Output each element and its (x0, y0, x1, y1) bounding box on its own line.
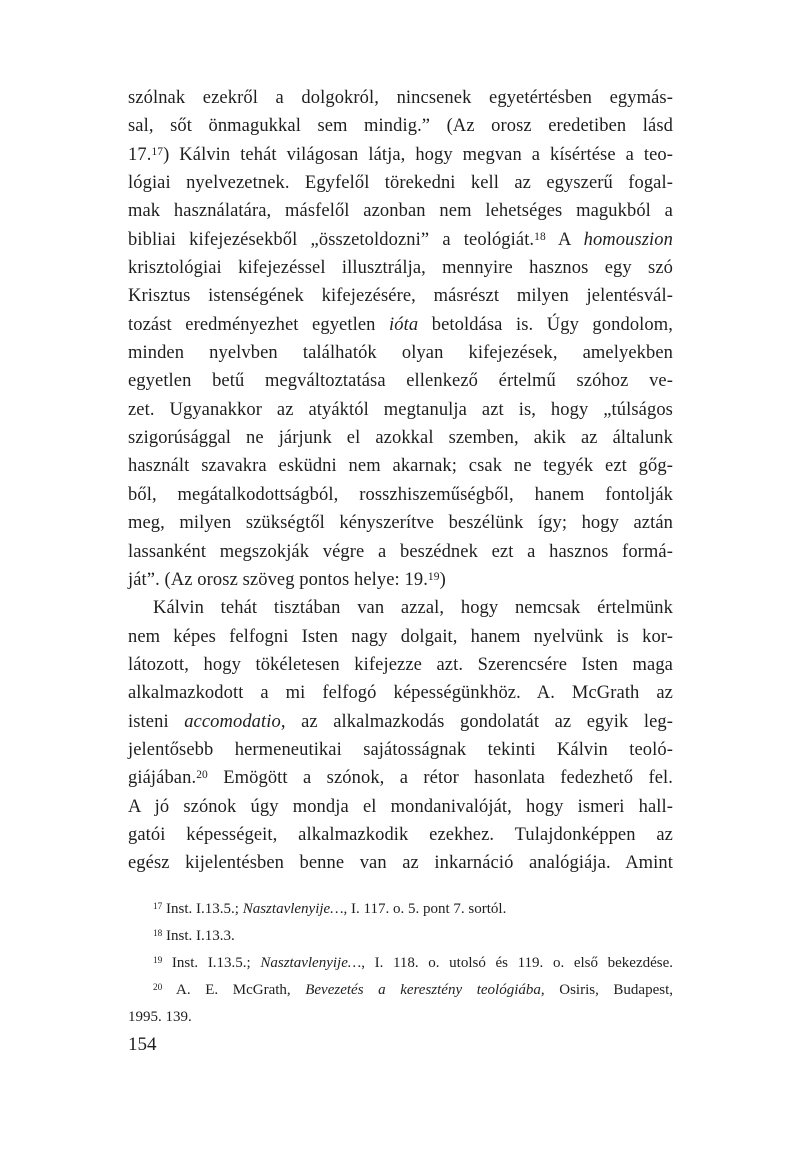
text-line: tozást eredményezhet egyetlen ióta betoldása is. Úgy gondolom, (128, 314, 673, 335)
text-line: nem képes felfogni Isten nagy dolgait, hanem nyelvünk is kor- (128, 626, 673, 647)
text-line: zet. Ugyanakkor az atyáktól megtanulja azt is, hogy „túlságos (128, 399, 673, 420)
footnote-marker: 20 (196, 769, 208, 782)
footnote-marker: 18 (153, 928, 163, 939)
footnote-marker: 18 (534, 230, 546, 243)
text-line: sal, sőt önmagukkal sem mindig.” (Az orosz eredetiben lásd (128, 116, 673, 137)
text-line: lassanként megszokják végre a beszédnek ezt a hasznos formá- (128, 541, 673, 562)
text-line: meg, milyen szükségtől kényszerítve beszélünk így; hogy aztán (128, 513, 673, 534)
footnote-marker: 20 (153, 982, 163, 993)
footnote-marker: 17 (151, 145, 164, 158)
footnote-line: $^{17}$ Inst. I.13.5.; Nasztavlenyije…, I. 117. o. 5. pont 7. sortól. (153, 901, 507, 917)
text-line: isteni accomodatio, az alkalmazkodás gondolatát az egyik leg- (128, 711, 674, 732)
text-line: látozott, hogy tökéletesen kifejezze azt. Szerencsére Isten maga (128, 654, 673, 675)
body-text (128, 84, 673, 878)
text-line: szólnak ezekről a dolgokról, nincsenek egyetértésben egymás- (128, 88, 673, 108)
footnote-marker: 17 (153, 901, 163, 912)
footnote-line: 1995. 139. (128, 1009, 192, 1025)
text-line: egész kijelentésben benne van az inkarnáció analógiája. Amint (128, 853, 673, 874)
text-line: minden nyelvben találhatók olyan kifejezések, amelyekben (128, 343, 673, 364)
text-line: lógiai nyelvezetnek. Egyfelől törekedni kell az egyszerű fogal- (128, 173, 673, 194)
text-line: Kálvin tehát tisztában van azzal, hogy nemcsak értelmünk (153, 598, 673, 619)
text-line: alkalmazkodott a mi felfogó képességünkhöz. A. McGrath az (128, 683, 673, 704)
footnote-line: $^{18}$ Inst. I.13.3. (153, 928, 235, 944)
footnote-line: $^{20}$ A. E. McGrath, Bevezetés a keresztény teológiába, Osiris, Budapest, (153, 982, 673, 998)
text-line: használt szavakra esküdni nem akarnak; csak ne tegyék ezt gőg- (128, 456, 673, 477)
text-line: mak használatára, másfelől azonban nem lehetséges magukból a (128, 201, 673, 222)
footnotes (128, 896, 673, 1031)
text-line: 17.17) Kálvin tehát világosan látja, hogy megvan a kísértése a teo- (128, 144, 673, 165)
text-line: krisztológiai kifejezéssel illusztrálja, mennyire hasznos egy szó (128, 258, 673, 279)
text-line: egyetlen betű megváltoztatása ellenkező értelmű szóhoz ve- (128, 371, 673, 392)
text-line: giájában.$^{20}$ Emögött a szónok, a rétor hasonlata fedezhető fel. (128, 768, 673, 789)
footnote-line: $^{19}$ Inst. I.13.5.; Nasztavlenyije…, I. 118. o. utolsó és 119. o. első bekezdése. (153, 955, 673, 971)
page-number: 154 (128, 1034, 157, 1055)
text-line: szigorúsággal ne járjunk el azokkal szemben, akik az általunk (128, 428, 673, 449)
text-line: ját”. (Az orosz szöveg pontos helye: 19.19) (128, 569, 446, 590)
text-line: Krisztus istenségének kifejezésére, másrészt milyen jelentésvál- (128, 286, 673, 307)
footnote-marker: 19 (153, 955, 163, 966)
text-line: gatói képességeit, alkalmazkodik ezekhez. Tulajdonképpen az (128, 824, 673, 845)
footnote-marker: 19 (427, 570, 440, 583)
text-line: A jó szónok úgy mondja el mondanivalóját, hogy ismeri hall- (128, 796, 673, 817)
text-line: bibliai kifejezésekből „összetoldozni” a teológiát.$^{18}$ A homouszion (128, 229, 673, 250)
text-line: ből, megátalkodottságból, rosszhiszeműségből, hanem fontolják (128, 484, 673, 505)
text-line: jelentősebb hermeneutikai sajátosságnak tekinti Kálvin teoló- (128, 739, 673, 760)
